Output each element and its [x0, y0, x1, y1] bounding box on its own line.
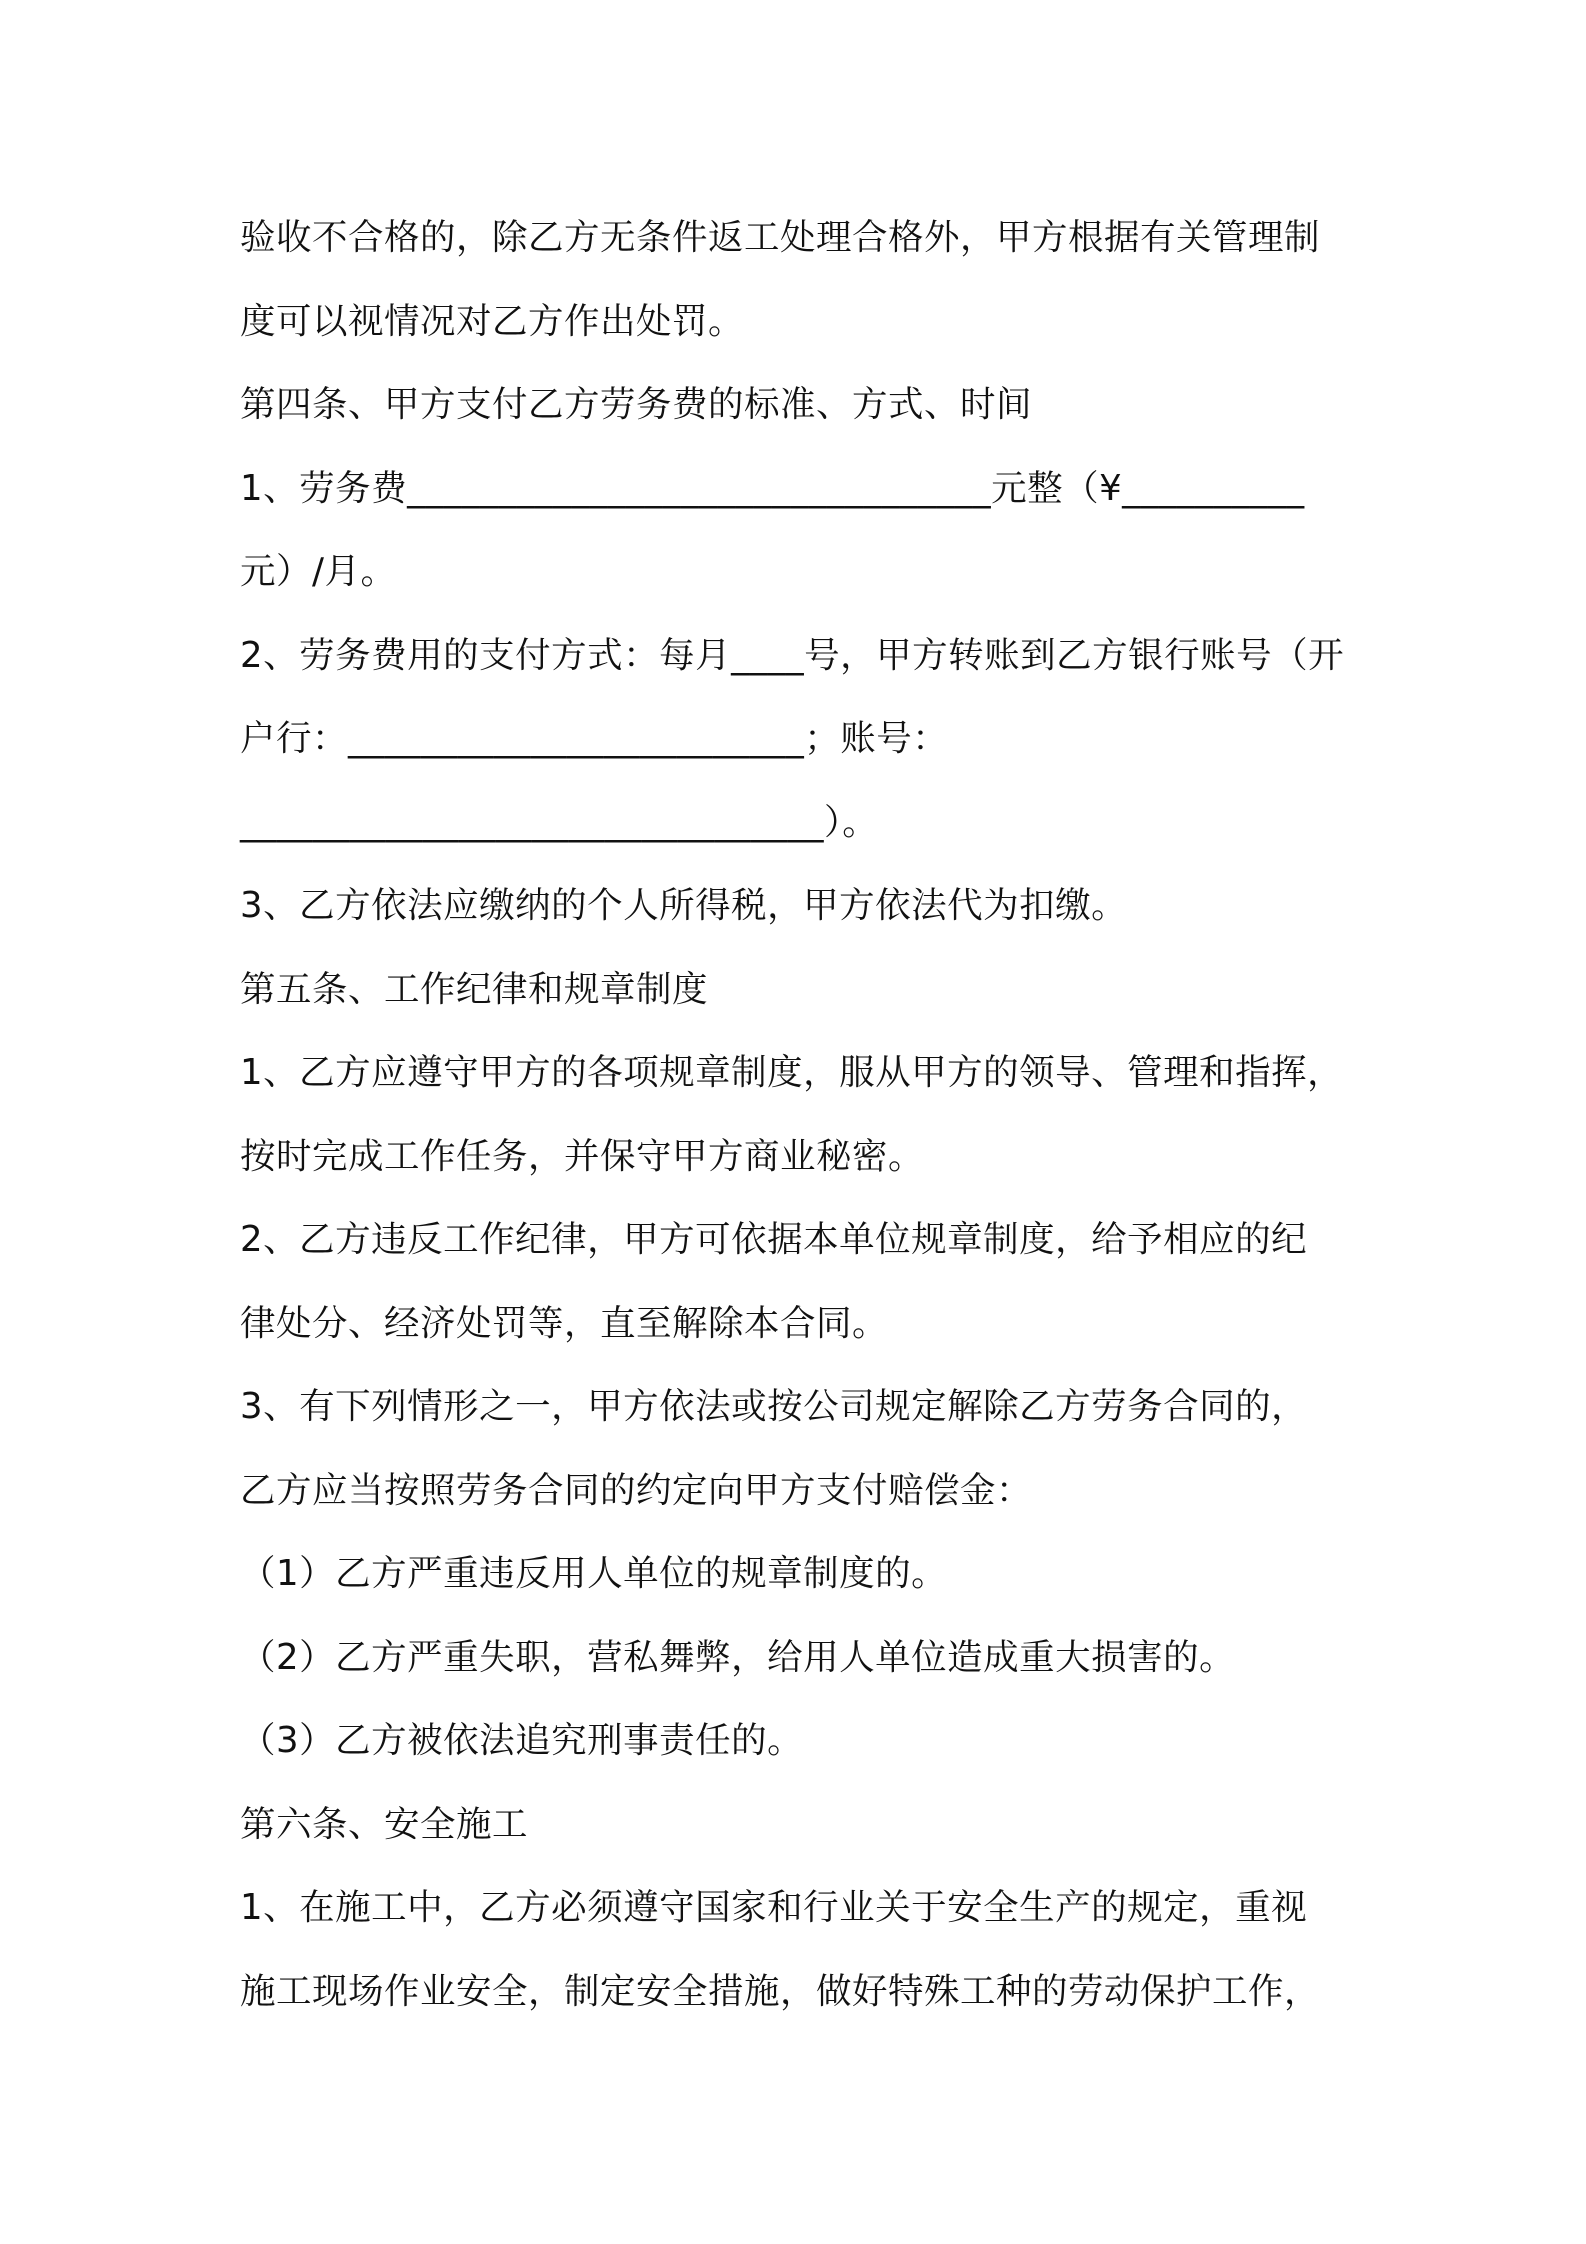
text-line: 1、乙方应遵守甲方的各项规章制度，服从甲方的领导、管理和指挥， [240, 1052, 1344, 1093]
text-line: 户行：_________________________；账号： [240, 718, 949, 759]
section-heading: 第四条、甲方支付乙方劳务费的标准、方式、时间 [240, 384, 1033, 425]
text-line: 度可以视情况对乙方作出处罚。 [240, 300, 745, 342]
text-line: 元）/月。 [240, 551, 397, 592]
text-line: ________________________________）。 [240, 801, 879, 843]
document-body [240, 196, 1380, 2033]
text-line: 乙方应当按照劳务合同的约定向甲方支付赔偿金： [240, 1469, 1033, 1511]
text-line: 1、在施工中，乙方必须遵守国家和行业关于安全生产的规定，重视 [240, 1887, 1308, 1928]
text-line: 3、乙方依法应缴纳的个人所得税，甲方依法代为扣缴。 [240, 885, 1128, 926]
text-line: 按时完成工作任务，并保守甲方商业秘密。 [240, 1135, 925, 1177]
list-item: （3）乙方被依法追究刑事责任的。 [240, 1720, 804, 1761]
section-heading: 第五条、工作纪律和规章制度 [240, 968, 709, 1010]
text-line: 3、有下列情形之一，甲方依法或按公司规定解除乙方劳务合同的， [240, 1386, 1308, 1427]
section-heading: 第六条、安全施工 [240, 1803, 529, 1845]
list-item: （1）乙方严重违反用人单位的规章制度的。 [240, 1553, 948, 1594]
text-line: 施工现场作业安全，制定安全措施，做好特殊工种的劳动保护工作， [240, 1970, 1321, 2012]
text-line: 1、劳务费________________________________元整（¥__________ [240, 467, 1305, 509]
text-line: 律处分、经济处罚等，直至解除本合同。 [240, 1302, 889, 1344]
list-item: （2）乙方严重失职，营私舞弊，给用人单位造成重大损害的。 [240, 1636, 1236, 1678]
text-line: 2、乙方违反工作纪律，甲方可依据本单位规章制度，给予相应的纪 [240, 1219, 1308, 1260]
text-line: 验收不合格的，除乙方无条件返工处理合格外，甲方根据有关管理制 [240, 217, 1321, 258]
text-line: 2、劳务费用的支付方式：每月____号，甲方转账到乙方银行账号（开 [240, 634, 1345, 676]
